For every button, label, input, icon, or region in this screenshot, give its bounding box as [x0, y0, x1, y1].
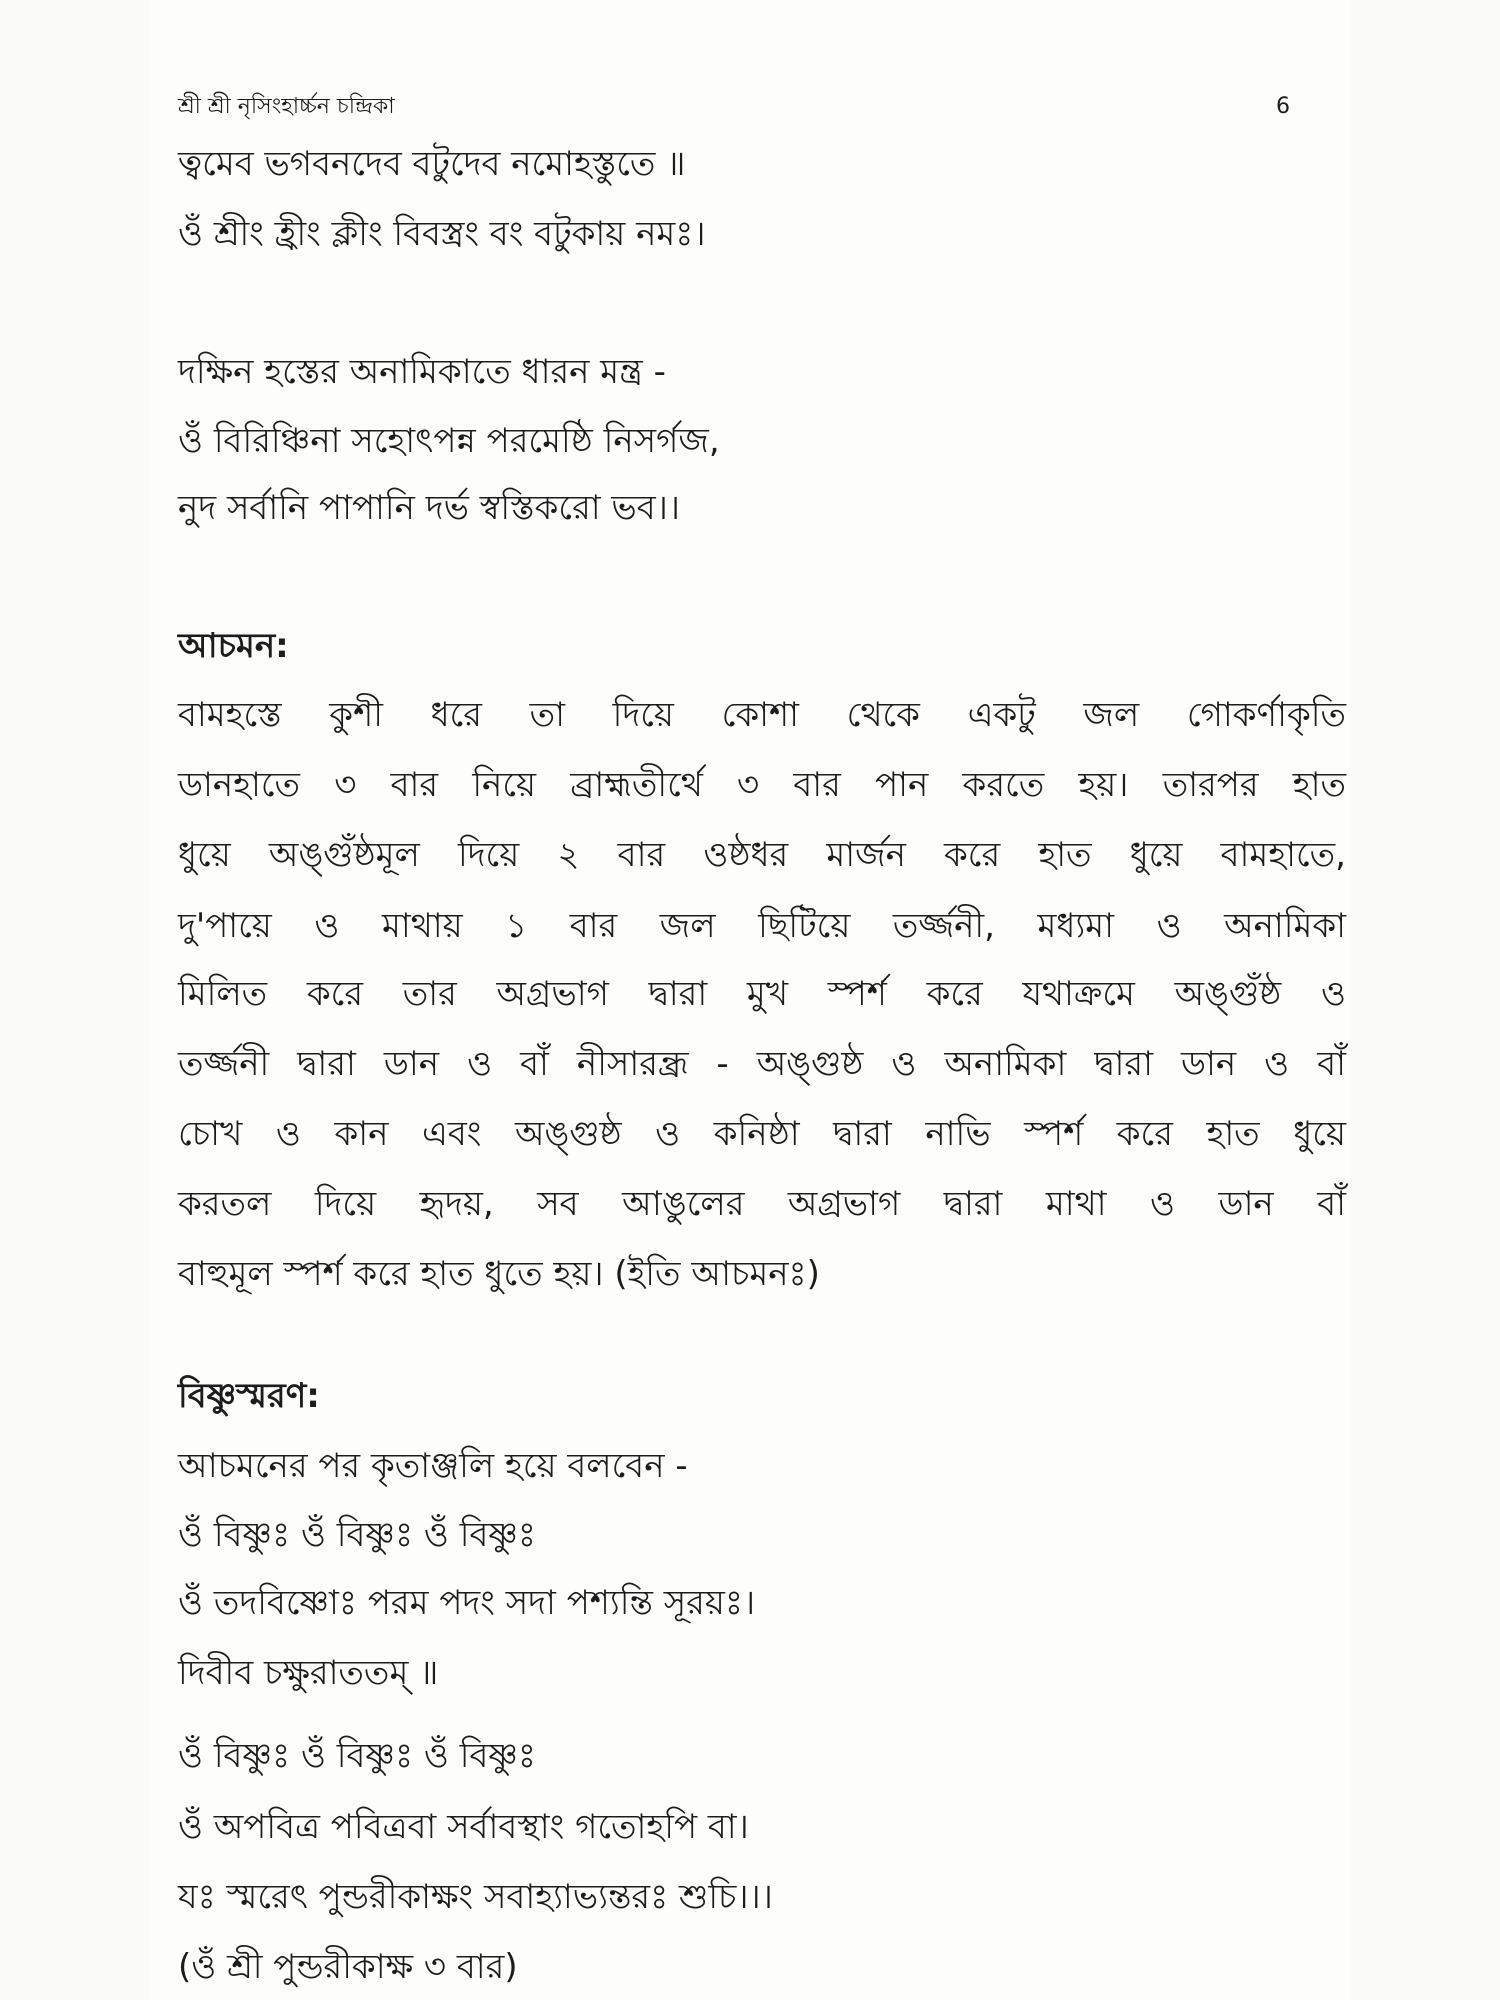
- verse-line: ওঁ বিষ্ণুঃ ওঁ বিষ্ণুঃ ওঁ বিষ্ণুঃ: [178, 1736, 537, 1776]
- verse-line: ওঁ অপবিত্র পবিত্রবা সর্বাবস্থাং গতোহপি বা।: [178, 1807, 749, 1847]
- paragraph-line: করতল দিয়ে হৃদয়, সব আঙুলের অগ্রভাগ দ্বারা মাথা ও ডান বাঁ: [178, 1184, 1346, 1224]
- section-heading-achaman: আচমন:: [178, 626, 289, 666]
- paragraph-line: বামহস্তে কুশী ধরে তা দিয়ে কোশা থেকে একটু জল গোকর্ণাকৃতি: [178, 695, 1346, 735]
- verse-line: আচমনের পর কৃতাঞ্জলি হয়ে বলবেন -: [178, 1446, 688, 1486]
- verse-line: ওঁ শ্রীং হ্রীং ক্লীং বিবস্ত্রং বং বটুকায় নমঃ।: [178, 214, 706, 254]
- page-number: 6: [1276, 94, 1290, 119]
- verse-line: ত্বমেব ভগবনদেব বটুদেব নমোহস্তুতে ॥: [178, 144, 686, 184]
- paragraph-line: ডানহাতে ৩ বার নিয়ে ব্রাহ্মতীর্থে ৩ বার পান করতে হয়। তারপর হাত: [178, 765, 1346, 805]
- verse-line: দক্ষিন হস্তের অনামিকাতে ধারন মন্ত্র -: [178, 352, 666, 392]
- verse-line: ওঁ তদবিষ্ণোঃ পরম পদং সদা পশ্যন্তি সূরয়ঃ।: [178, 1583, 756, 1623]
- verse-line: ওঁ বিষ্ণুঃ ওঁ বিষ্ণুঃ ওঁ বিষ্ণুঃ: [178, 1515, 537, 1555]
- section-heading-vishnusmaran: বিষ্ণুস্মরণ:: [178, 1376, 320, 1416]
- paragraph-line: দু'পায়ে ও মাথায় ১ বার জল ছিটিয়ে তর্জ্জনী, মধ্যমা ও অনামিকা: [178, 906, 1346, 946]
- verse-line: যঃ স্মরেৎ পুন্ডরীকাক্ষং সবাহ্যাভ্যন্তরঃ শুচি।।।: [178, 1877, 773, 1917]
- paragraph-line: বাহুমূল স্পর্শ করে হাত ধুতে হয়। (ইতি আচমনঃ): [178, 1254, 820, 1294]
- paragraph-line: মিলিত করে তার অগ্রভাগ দ্বারা মুখ স্পর্শ করে যথাক্রমে অঙ্গুঁষ্ঠ ও: [178, 974, 1346, 1014]
- paragraph-line: ধুয়ে অঙ্গুঁষ্ঠমূল দিয়ে ২ বার ওষ্ঠধর মার্জন করে হাত ধুয়ে বামহাতে,: [178, 835, 1346, 875]
- verse-line: দিবীব চক্ষুরাততম্ ॥: [178, 1653, 439, 1693]
- paragraph-line: চোখ ও কান এবং অঙ্গুষ্ঠ ও কনিষ্ঠা দ্বারা নাভি স্পর্শ করে হাত ধুয়ে: [178, 1114, 1346, 1154]
- paragraph-line: তর্জ্জনী দ্বারা ডান ও বাঁ নীসারন্ধ্র - অঙ্গুষ্ঠ ও অনামিকা দ্বারা ডান ও বাঁ: [178, 1044, 1346, 1084]
- verse-line: নুদ সর্বানি পাপানি দর্ভ স্বস্তিকরো ভব।।: [178, 488, 681, 528]
- verse-line: (ওঁ শ্রী পুন্ডরীকাক্ষ ৩ বার): [178, 1947, 518, 1987]
- running-header: শ্রী শ্রী নৃসিংহার্চ্চন চন্দ্রিকা: [178, 94, 395, 119]
- verse-line: ওঁ বিরিঞ্চিনা সহোৎপন্ন পরমেষ্ঠি নিসর্গজ,: [178, 421, 720, 461]
